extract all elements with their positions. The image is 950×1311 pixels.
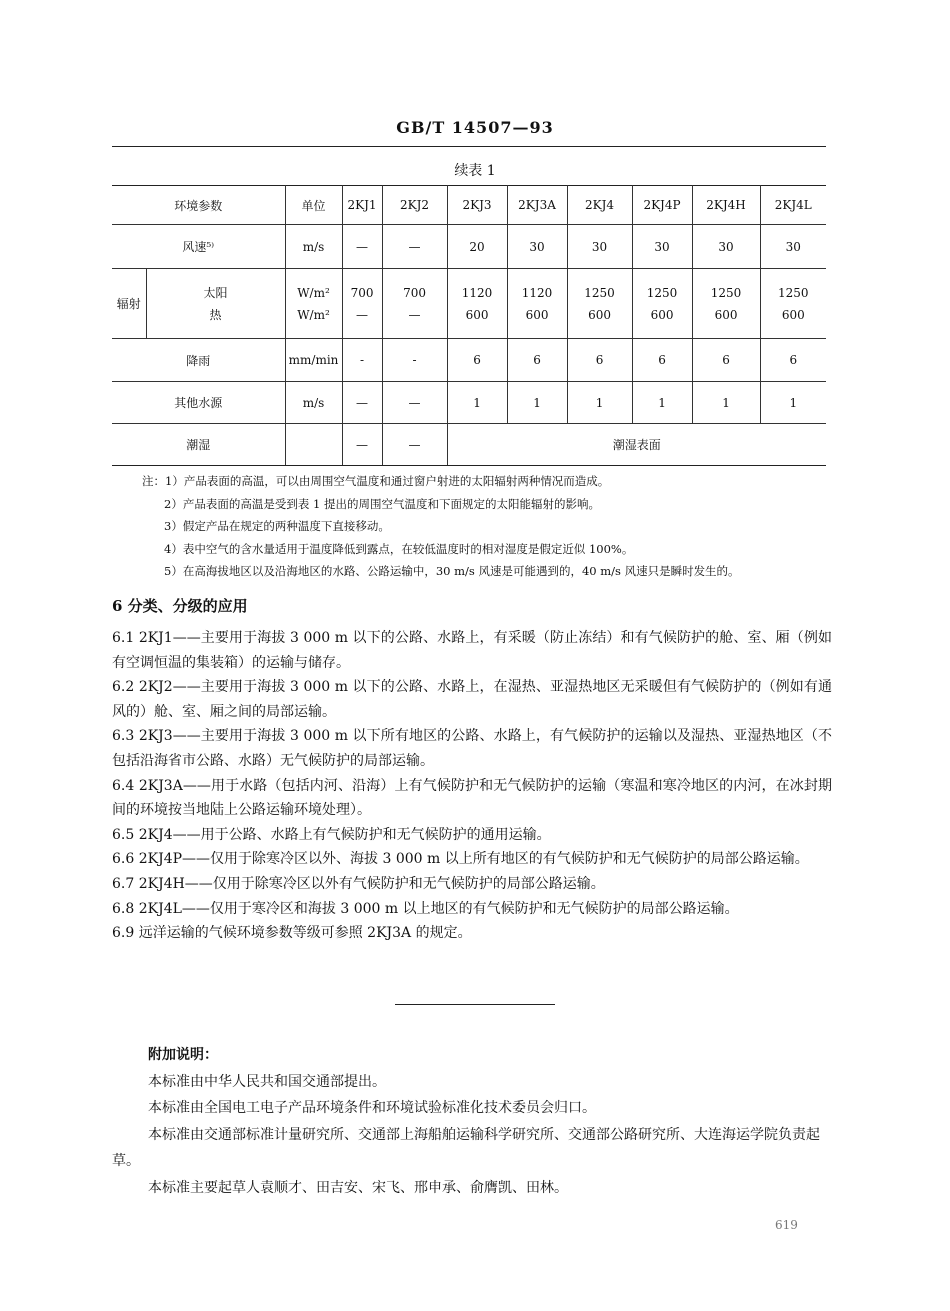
- wind-speed-row: [112, 225, 826, 269]
- unit-cell: [285, 424, 342, 466]
- radiation-value-cell: [507, 269, 567, 339]
- note-item: 4）表中空气的含水量适用于温度降低到露点，在较低温度时的相对湿度是假定近似 100%。: [164, 541, 634, 556]
- value-cell: 20: [447, 225, 507, 269]
- header-cell: 2KJ3A: [507, 186, 567, 225]
- value-cell: —: [342, 225, 382, 269]
- header-rule: [112, 146, 826, 147]
- sun-value: 1250: [646, 285, 678, 300]
- other-water-row: [112, 382, 826, 424]
- heat-value: —: [356, 307, 369, 322]
- value-cell: 1: [692, 382, 760, 424]
- clause: 6.4 2KJ3A——用于水路（包括内河、沿海）上有气候防护和无气候防护的运输（寒温和寒冷地区的内河，在冰封期间的环境按当地陆上公路运输环境处理）。: [112, 777, 832, 819]
- header-cell: 2KJ4H: [692, 186, 760, 225]
- param-cell: 其他水源: [112, 382, 285, 424]
- clause: 6.8 2KJ4L——仅用于寒冷区和海拔 3 000 m 以上地区的有气候防护和无气候防护的局部公路运输。: [112, 900, 739, 917]
- clause: 6.1 2KJ1——主要用于海拔 3 000 m 以下的公路、水路上，有采暖（防止冻结）和有气候防护的舱、室、厢（例如有空调恒温的集装箱）的运输与储存。: [112, 630, 832, 671]
- unit-cell: m/s: [285, 225, 342, 269]
- header-cell: 2KJ3: [447, 186, 507, 225]
- rain-row: [112, 339, 826, 382]
- table-caption: 续表 1: [454, 163, 496, 179]
- value-cell: 6: [507, 339, 567, 382]
- heat-value: 600: [525, 307, 549, 322]
- header-cell: 2KJ4L: [760, 186, 826, 225]
- header-cell: 环境参数: [112, 186, 285, 225]
- param-cell: 风速⁵⁾: [112, 225, 285, 269]
- note-item: 5）在高海拔地区以及沿海地区的水路、公路运输中，30 m/s 风速是可能遇到的，40 m/s 风速只是瞬时发生的。: [164, 564, 740, 578]
- radiation-sub-labels: [146, 269, 285, 339]
- value-cell: 30: [632, 225, 692, 269]
- sun-value: 1250: [777, 285, 809, 300]
- value-cell: 6: [760, 339, 826, 382]
- header-cell: 单位: [285, 186, 342, 225]
- header-cell: 2KJ4P: [632, 186, 692, 225]
- note-item: 注：1）产品表面的高温，可以由周围空气温度和通过窗户射进的太阳辐射两种情况而造成。: [142, 474, 610, 488]
- radiation-value-cell: [567, 269, 632, 339]
- sun-value: 700: [403, 285, 426, 300]
- page-number: 619: [775, 1218, 798, 1232]
- humidity-row: [112, 424, 826, 466]
- radiation-unit-cell: [285, 269, 342, 339]
- unit-cell: m/s: [285, 382, 342, 424]
- additional-notes-title: 附加说明：: [148, 1047, 218, 1063]
- value-cell: 30: [567, 225, 632, 269]
- table-header-row: [112, 186, 826, 225]
- radiation-value-cell: [382, 269, 447, 339]
- value-cell: 1: [632, 382, 692, 424]
- additional-note-paragraph: 本标准由中华人民共和国交通部提出。: [148, 1073, 386, 1090]
- heat-value: 600: [714, 307, 738, 322]
- value-cell: 1: [760, 382, 826, 424]
- value-cell: 1: [447, 382, 507, 424]
- unit-cell: mm/min: [285, 339, 342, 382]
- value-cell: 30: [760, 225, 826, 269]
- additional-notes: [112, 1042, 834, 1201]
- clause-list: [112, 626, 832, 946]
- sun-value: 1120: [521, 285, 553, 300]
- value-cell: -: [342, 339, 382, 382]
- additional-note-paragraph: 本标准由交通部标准计量研究所、交通部上海船舶运输科学研究所、交通部公路研究所、大连海运学院负责起草。: [112, 1126, 820, 1169]
- param-cell: 潮湿: [112, 424, 285, 466]
- value-cell: 30: [507, 225, 567, 269]
- sun-label: 太阳: [203, 285, 228, 300]
- value-cell: —: [382, 424, 447, 466]
- additional-note-paragraph: 本标准主要起草人袁顺才、田吉安、宋飞、邢申承、俞膺凯、田林。: [148, 1179, 568, 1196]
- heat-unit: W/m²: [297, 307, 330, 322]
- heat-value: 600: [650, 307, 674, 322]
- environment-parameter-table: [112, 185, 826, 466]
- value-cell: 6: [632, 339, 692, 382]
- clause: 6.9 远洋运输的气候环境参数等级可参照 2KJ3A 的规定。: [112, 925, 472, 942]
- sun-value: 700: [350, 285, 374, 300]
- value-cell: —: [342, 424, 382, 466]
- radiation-value-cell: [342, 269, 382, 339]
- section-title: 6 分类、分级的应用: [112, 597, 248, 615]
- sun-value: 1250: [584, 285, 615, 300]
- end-rule: [395, 1004, 555, 1005]
- radiation-row: [112, 269, 826, 339]
- merged-value-cell: 潮湿表面: [447, 424, 826, 466]
- radiation-value-cell: [760, 269, 826, 339]
- value-cell: —: [382, 382, 447, 424]
- value-cell: —: [382, 225, 447, 269]
- heat-value: 600: [465, 307, 489, 322]
- value-cell: 6: [567, 339, 632, 382]
- header-cell: 2KJ2: [382, 186, 447, 225]
- radiation-value-cell: [632, 269, 692, 339]
- clause: 6.5 2KJ4——用于公路、水路上有气候防护和无气候防护的通用运输。: [112, 826, 551, 843]
- sun-unit: W/m²: [297, 285, 330, 300]
- value-cell: 1: [567, 382, 632, 424]
- sun-value: 1250: [710, 285, 742, 300]
- note-item: 3）假定产品在规定的两种温度下直接移动。: [164, 519, 390, 533]
- sun-value: 1120: [461, 285, 493, 300]
- value-cell: —: [342, 382, 382, 424]
- clause: 6.2 2KJ2——主要用于海拔 3 000 m 以下的公路、水路上，在湿热、亚湿热地区无采暖但有气候防护的（例如有通风的）舱、室、厢之间的局部运输。: [112, 679, 832, 720]
- value-cell: 1: [507, 382, 567, 424]
- value-cell: 6: [692, 339, 760, 382]
- note-item: 2）产品表面的高温是受到表 1 提出的周围空气温度和下面规定的太阳能辐射的影响。: [164, 496, 600, 511]
- clause: 6.6 2KJ4P——仅用于除寒冷区以外、海拔 3 000 m 以上所有地区的有气候防护和无气候防护的局部公路运输。: [112, 851, 809, 868]
- value-cell: 6: [447, 339, 507, 382]
- value-cell: -: [382, 339, 447, 382]
- radiation-group-label: 辐射: [112, 269, 146, 339]
- value-cell: 30: [692, 225, 760, 269]
- radiation-value-cell: [692, 269, 760, 339]
- heat-value: 600: [781, 307, 805, 322]
- radiation-value-cell: [447, 269, 507, 339]
- clause: 6.7 2KJ4H——仅用于除寒冷区以外有气候防护和无气候防护的局部公路运输。: [112, 875, 605, 892]
- header-cell: 2KJ1: [342, 186, 382, 225]
- clause: 6.3 2KJ3——主要用于海拔 3 000 m 以下所有地区的公路、水路上，有气候防护的运输以及湿热、亚湿热地区（不包括沿海省市公路、水路）无气候防护的局部运输。: [112, 728, 832, 769]
- heat-value: —: [408, 307, 421, 322]
- header-cell: 2KJ4: [567, 186, 632, 225]
- heat-value: 600: [588, 307, 611, 322]
- additional-note-paragraph: 本标准由全国电工电子产品环境条件和环境试验标准化技术委员会归口。: [148, 1100, 596, 1116]
- param-cell: 降雨: [112, 339, 285, 382]
- heat-label: 热: [209, 307, 222, 322]
- standard-code: GB/T 14507—93: [396, 118, 554, 137]
- table-notes: [142, 470, 740, 583]
